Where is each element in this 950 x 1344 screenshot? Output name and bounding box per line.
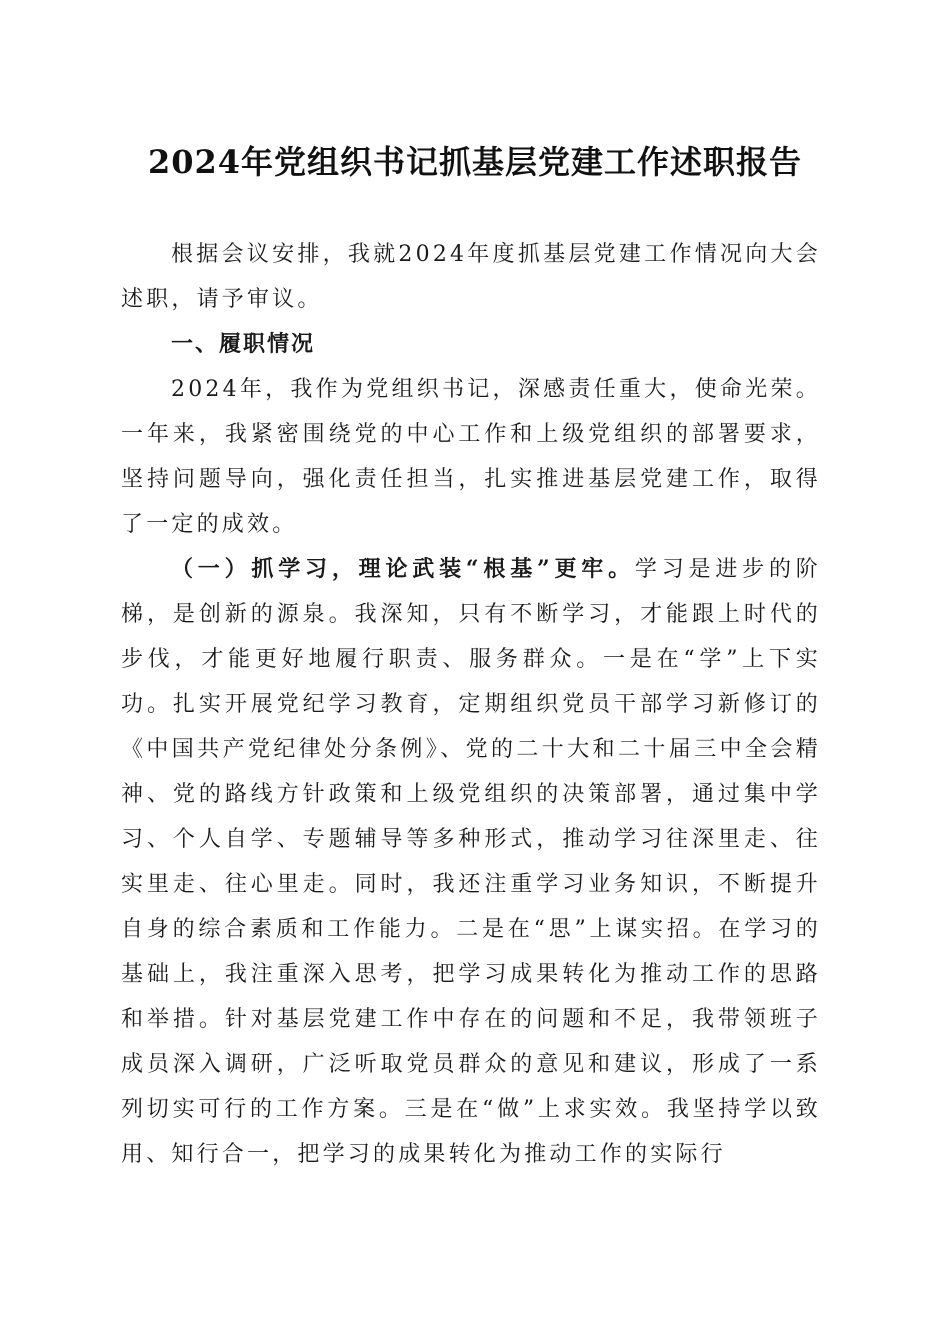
section-paragraph: 2024年，我作为党组织书记，深感责任重大，使命光荣。一年来，我紧密围绕党的中心工作和上级党组织的部署要求，坚持问题导向，强化责任担当，扎实推进基层党建工作，取得了一定的成效。 — [121, 377, 821, 537]
document-body — [121, 232, 821, 1177]
subsection-paragraph — [121, 547, 821, 1177]
subsection-body: 学习是进步的阶梯，是创新的源泉。我深知，只有不断学习，才能跟上时代的步伐，才能更好地履行职责、服务群众。一是在“学”上下实功。扎实开展党纪学习教育，定期组织党员干部学习新修订的《中国共产党纪律处分条例》、党的二十大和二十届三中全会精神、党的路线方针政策和上级党组织的决策部署，通过集中学习、个人自学、专题辅导等多种形式，推动学习往深里走、往实里走、往心里走。同时，我还注重学习业务知识，不断提升自身的综合素质和工作能力。二是在“思”上谋实招。在学习的基础上，我注重深入思考，把学习成果转化为推动工作的思路和举措。针对基层党建工作中存在的问题和不足，我带领班子成员深入调研，广泛听取党员群众的意见和建议，形成了一系列切实可行的工作方案。三是在“做”上求实效。我坚持学以致用、知行合一，把学习的成果转化为推动工作的实际行 — [121, 557, 821, 1167]
document-title: 2024年党组织书记抓基层党建工作述职报告 — [147, 143, 803, 181]
section-heading: 一、履职情况 — [171, 332, 316, 357]
intro-paragraph: 根据会议安排，我就2024年度抓基层党建工作情况向大会述职，请予审议。 — [121, 242, 821, 312]
subsection-lead: （一）抓学习，理论武装“根基”更牢。 — [171, 556, 635, 582]
